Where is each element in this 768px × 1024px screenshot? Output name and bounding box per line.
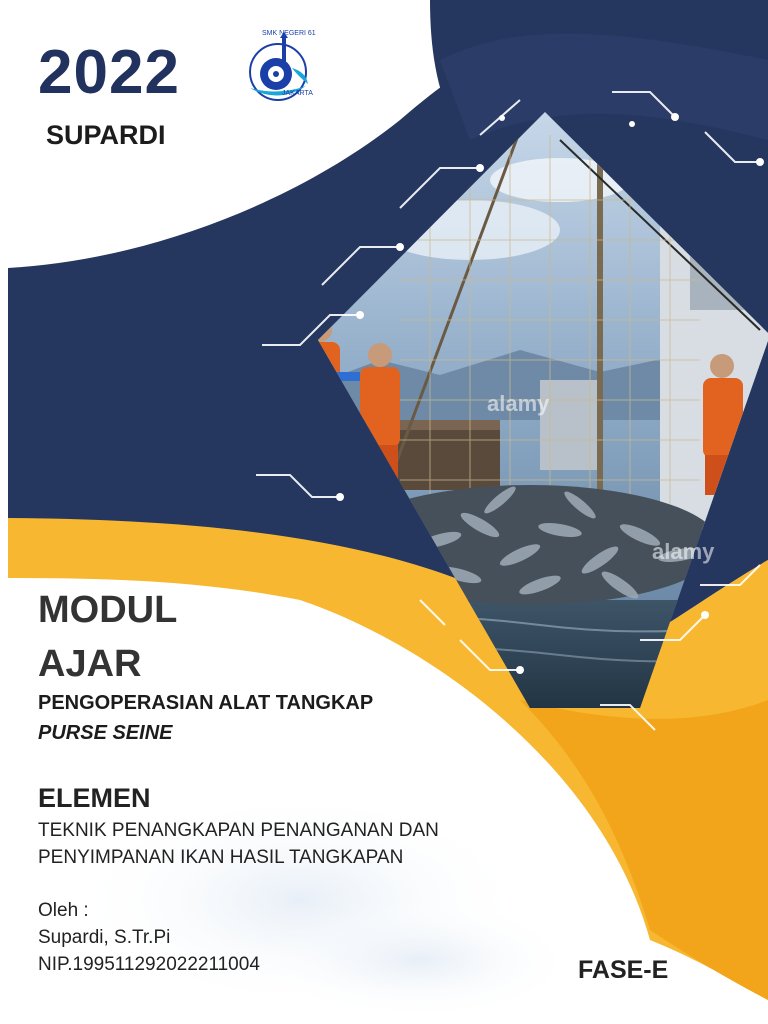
logo-side-text: JAKARTA bbox=[282, 90, 313, 97]
element-heading: ELEMEN bbox=[38, 783, 151, 813]
year-heading: 2022 bbox=[38, 38, 180, 107]
photo-watermark: alamy bbox=[487, 391, 550, 416]
author-heading: SUPARDI bbox=[46, 120, 166, 150]
module-title-line2: AJAR bbox=[38, 643, 142, 685]
element-description-line2: PENYIMPANAN IKAN HASIL TANGKAPAN bbox=[38, 847, 404, 868]
photo-watermark: alamy bbox=[652, 539, 715, 564]
module-subtitle-line2: PURSE SEINE bbox=[38, 722, 173, 744]
phase-label: FASE-E bbox=[578, 956, 669, 984]
logo-arc-text: SMK NEGERI 61 bbox=[262, 30, 316, 37]
module-title-line1: MODUL bbox=[38, 589, 178, 631]
author-name: Supardi, S.Tr.Pi bbox=[38, 927, 171, 948]
element-description-line1: TEKNIK PENANGKAPAN PENANGANAN DAN bbox=[38, 820, 439, 841]
module-subtitle-line1: PENGOPERASIAN ALAT TANGKAP bbox=[38, 692, 374, 714]
author-nip: NIP.199511292022211004 bbox=[38, 954, 260, 975]
author-by-label: Oleh : bbox=[38, 900, 89, 921]
